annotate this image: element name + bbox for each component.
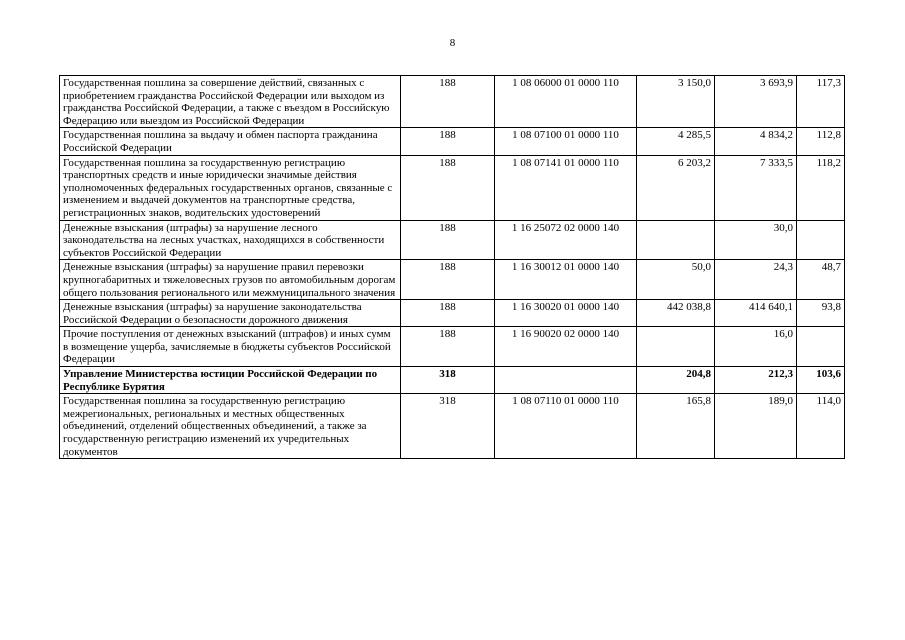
admin-code-cell: 188: [401, 260, 495, 300]
percent-cell: 112,8: [797, 128, 845, 155]
admin-code-cell: 188: [401, 300, 495, 327]
admin-code-cell: 318: [401, 394, 495, 459]
admin-code-cell: 188: [401, 327, 495, 367]
plan-amount-cell: 204,8: [637, 367, 715, 394]
budget-code-cell: 1 08 07141 01 0000 110: [495, 155, 637, 220]
fact-amount-cell: 16,0: [715, 327, 797, 367]
fact-amount-cell: 7 333,5: [715, 155, 797, 220]
table-row: [60, 327, 845, 367]
revenue-name-cell: Денежные взыскания (штрафы) за нарушение правил перевозки крупногабаритных и тяжеловесных грузов по автомобильным дорогам общего пользования регионального или межмуниципального значения: [60, 260, 401, 300]
admin-code-cell: 188: [401, 76, 495, 128]
table-row: [60, 155, 845, 220]
percent-cell: 114,0: [797, 394, 845, 459]
fact-amount-cell: 3 693,9: [715, 76, 797, 128]
revenue-name-cell: Государственная пошлина за государственную регистрацию межрегиональных, региональных и местных общественных объединений, отделений общественных объединений, а также за государственную регистрацию изменений их учредительных документов: [60, 394, 401, 459]
admin-code-cell: 188: [401, 128, 495, 155]
plan-amount-cell: 165,8: [637, 394, 715, 459]
plan-amount-cell: 50,0: [637, 260, 715, 300]
fact-amount-cell: 4 834,2: [715, 128, 797, 155]
budget-code-cell: 1 08 06000 01 0000 110: [495, 76, 637, 128]
budget-code-cell: [495, 367, 637, 394]
budget-code-cell: 1 08 07110 01 0000 110: [495, 394, 637, 459]
budget-code-cell: 1 16 90020 02 0000 140: [495, 327, 637, 367]
revenue-name-cell: Государственная пошлина за совершение действий, связанных с приобретением гражданства Российской Федерации или выходом из гражданства Российской Федерации, а также с въездом в Российскую Федерацию или выездом из Российской Федерации: [60, 76, 401, 128]
revenue-name-cell: Денежные взыскания (штрафы) за нарушение законодательства Российской Федерации о безопасности дорожного движения: [60, 300, 401, 327]
fact-amount-cell: 30,0: [715, 220, 797, 260]
budget-code-cell: 1 16 30020 01 0000 140: [495, 300, 637, 327]
table-row-section-total: [60, 367, 845, 394]
budget-code-cell: 1 08 07100 01 0000 110: [495, 128, 637, 155]
table-row: [60, 128, 845, 155]
percent-cell: 103,6: [797, 367, 845, 394]
budget-code-cell: 1 16 30012 01 0000 140: [495, 260, 637, 300]
percent-cell: 48,7: [797, 260, 845, 300]
percent-cell: 118,2: [797, 155, 845, 220]
plan-amount-cell: [637, 220, 715, 260]
plan-amount-cell: 4 285,5: [637, 128, 715, 155]
admin-code-cell: 188: [401, 220, 495, 260]
admin-code-cell: 318: [401, 367, 495, 394]
plan-amount-cell: 6 203,2: [637, 155, 715, 220]
revenue-name-cell: Прочие поступления от денежных взысканий (штрафов) и иных сумм в возмещение ущерба, зачисляемые в бюджеты субъектов Российской Федерации: [60, 327, 401, 367]
admin-code-cell: 188: [401, 155, 495, 220]
plan-amount-cell: 3 150,0: [637, 76, 715, 128]
percent-cell: 117,3: [797, 76, 845, 128]
revenue-name-cell: Государственная пошлина за государственную регистрацию транспортных средств и иные юридически значимые действия уполномоченных федеральных государственных органов, связанные с изменением и выдачей документов на транспортные средства, регистрационных знаков, водительских удостоверений: [60, 155, 401, 220]
percent-cell: 93,8: [797, 300, 845, 327]
table-row: [60, 76, 845, 128]
fact-amount-cell: 189,0: [715, 394, 797, 459]
page-number: 8: [449, 37, 456, 49]
revenue-name-cell: Управление Министерства юстиции Российской Федерации по Республике Бурятия: [60, 367, 401, 394]
percent-cell: [797, 220, 845, 260]
percent-cell: [797, 327, 845, 367]
table-row: [60, 300, 845, 327]
fact-amount-cell: 414 640,1: [715, 300, 797, 327]
fact-amount-cell: 24,3: [715, 260, 797, 300]
plan-amount-cell: [637, 327, 715, 367]
budget-code-cell: 1 16 25072 02 0000 140: [495, 220, 637, 260]
table-row: [60, 394, 845, 459]
revenue-name-cell: Денежные взыскания (штрафы) за нарушение лесного законодательства на лесных участках, находящихся в собственности субъектов Российской Федерации: [60, 220, 401, 260]
revenue-name-cell: Государственная пошлина за выдачу и обмен паспорта гражданина Российской Федерации: [60, 128, 401, 155]
revenue-table: [59, 75, 845, 459]
table-row: [60, 260, 845, 300]
table-row: [60, 220, 845, 260]
plan-amount-cell: 442 038,8: [637, 300, 715, 327]
fact-amount-cell: 212,3: [715, 367, 797, 394]
